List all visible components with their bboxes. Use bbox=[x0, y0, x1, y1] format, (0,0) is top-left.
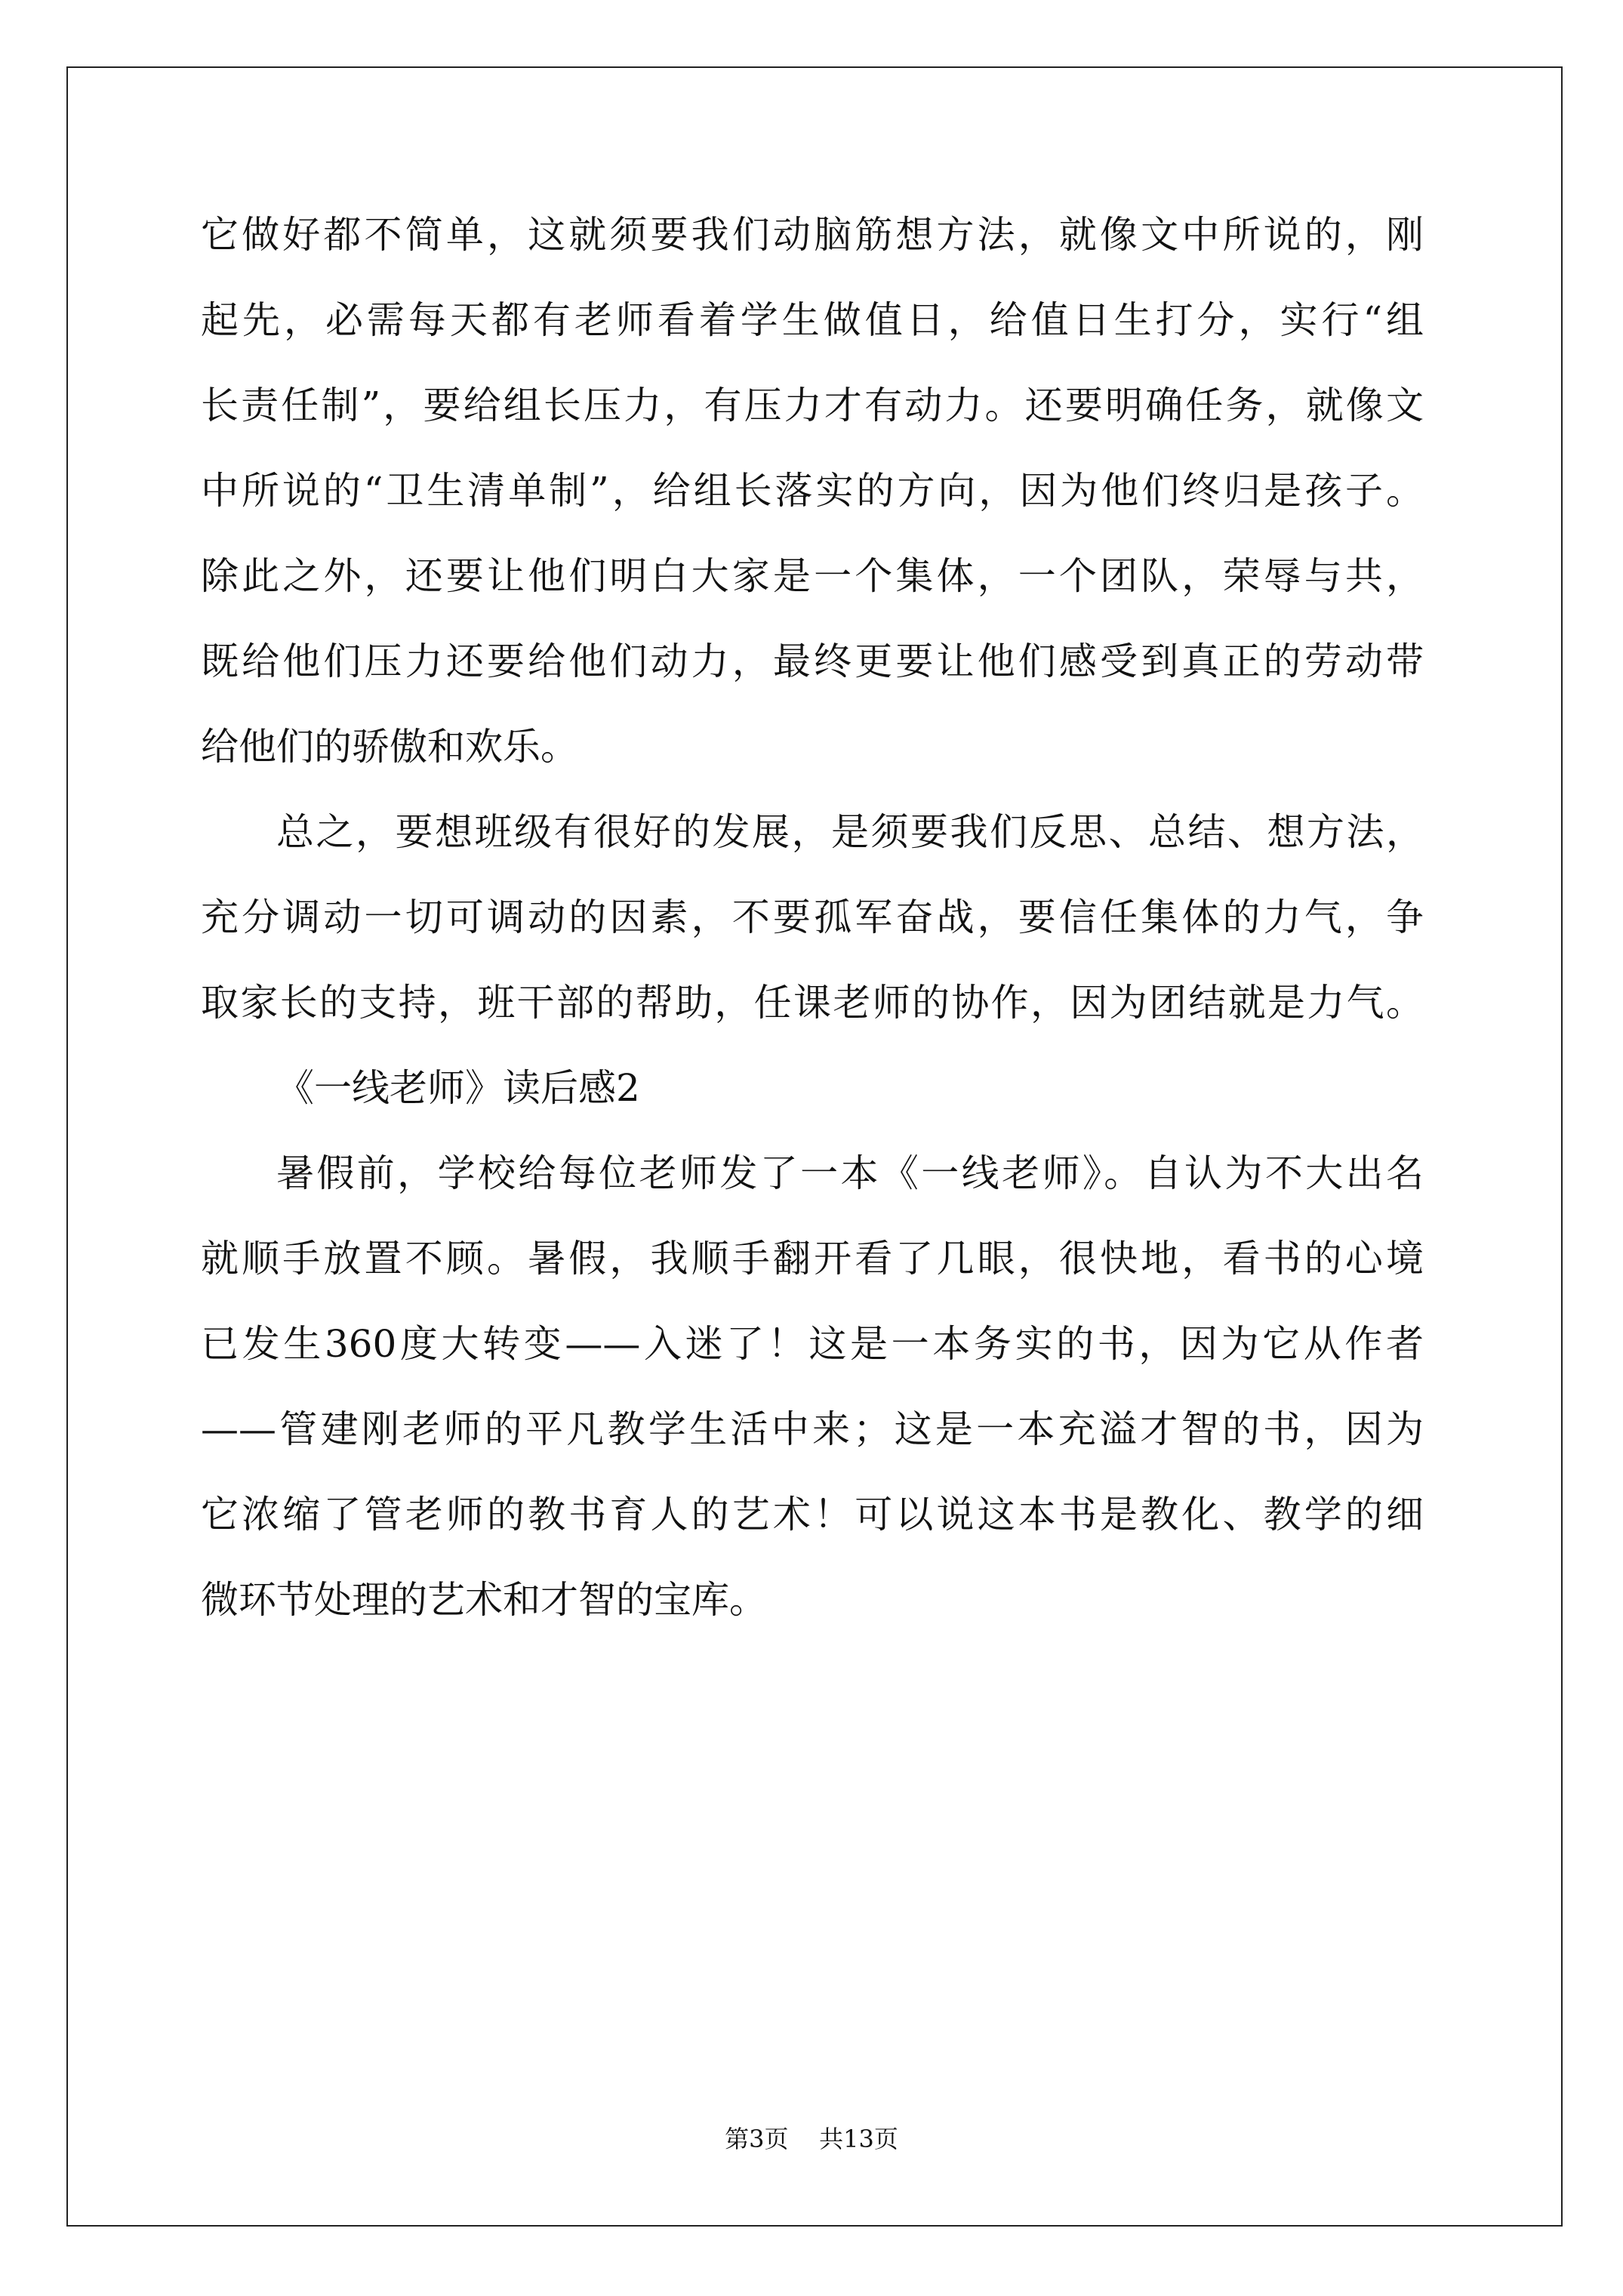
page-number-footer: 第3页 共13页 bbox=[725, 2125, 898, 2153]
text-line: 长责任制”，要给组长压力，有压力才有动力。还要明确任务，就像文 bbox=[201, 384, 1424, 427]
text-line: 就顺手放置不顾。暑假，我顺手翻开看了几眼，很快地，看书的心境 bbox=[201, 1237, 1424, 1281]
paragraph-start-line: 总之，要想班级有很好的发展，是须要我们反思、总结、想方法， bbox=[276, 810, 1424, 854]
text-line: 微环节处理的艺术和才智的宝库。 bbox=[201, 1578, 767, 1622]
text-line: 充分调动一切可调动的因素，不要孤军奋战，要信任集体的力气，争 bbox=[201, 895, 1424, 939]
text-line: 给他们的骄傲和欢乐。 bbox=[201, 725, 578, 769]
text-line: 取家长的支持，班干部的帮助，任课老师的协作，因为团结就是力气。 bbox=[201, 981, 1424, 1025]
text-line: 起先，必需每天都有老师看着学生做值日，给值日生打分，实行“组 bbox=[201, 298, 1424, 342]
text-line: 既给他们压力还要给他们动力，最终更要让他们感受到真正的劳动带 bbox=[201, 639, 1424, 683]
text-line: 中所说的“卫生清单制”，给组长落实的方向，因为他们终归是孩子。 bbox=[201, 469, 1424, 513]
paragraph-start-line: 暑假前，学校给每位老师发了一本《一线老师》。自认为不大出名 bbox=[276, 1151, 1424, 1195]
text-line: 已发生360度大转变——入迷了！这是一本务实的书，因为它从作者 bbox=[201, 1322, 1424, 1366]
text-line: 它浓缩了管老师的教书育人的艺术！可以说这本书是教化、教学的细 bbox=[201, 1493, 1424, 1536]
section-heading: 《一线老师》读后感2 bbox=[276, 1066, 640, 1110]
text-line: 除此之外，还要让他们明白大家是一个集体，一个团队，荣辱与共， bbox=[201, 554, 1424, 598]
text-line: ——管建刚老师的平凡教学生活中来；这是一本充溢才智的书，因为 bbox=[201, 1407, 1424, 1451]
text-line: 它做好都不简单，这就须要我们动脑筋想方法，就像文中所说的，刚 bbox=[201, 213, 1424, 257]
